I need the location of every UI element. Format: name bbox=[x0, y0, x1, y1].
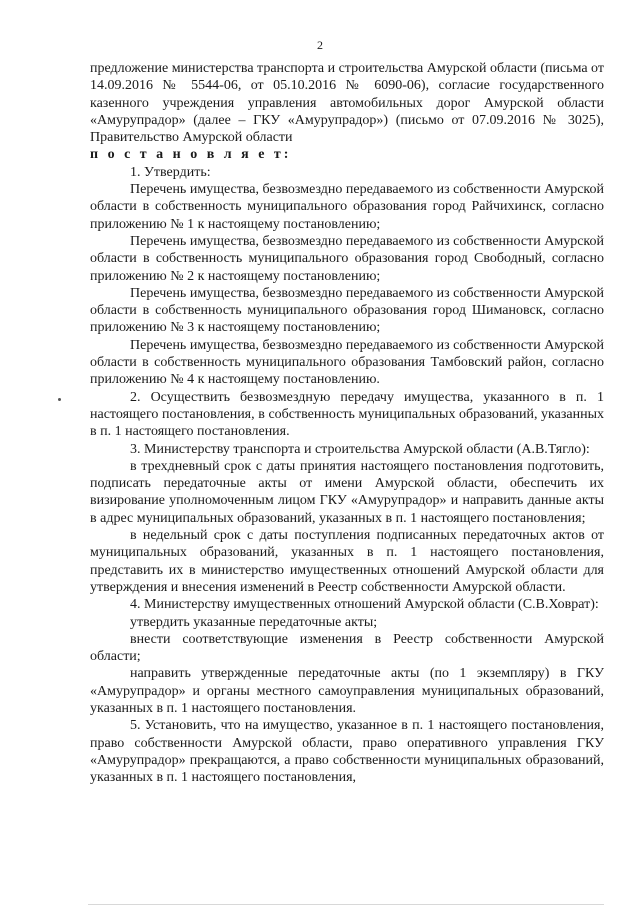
preamble-paragraph: предложение министерства транспорта и строительства Амурской области (письма от 14.09.2016 № 5544-06, от 05.10.2016 № 6090-06), согласие государственного казенного учреждения управления автомобильных дорог Амурской области «Амурупрадор» (далее – ГКУ «Амурупрадор») (письмо от 07.09.2016 № 3025), Правительство Амурской области bbox=[90, 61, 604, 146]
document-body bbox=[90, 60, 604, 786]
item-3-subpoint-2: в недельный срок с даты поступления подписанных передаточных актов от муниципальных образований, указанных в п. 1 настоящего постановления, представить их в министерство имущественных отношений Амурской области для утверждения и внесения изменений в Реестр собственности Амурской области. bbox=[90, 528, 604, 595]
item-4-paragraph: 4. Министерству имущественных отношений Амурской области (С.В.Ховрат): bbox=[130, 597, 599, 613]
list-raichikhinsk: Перечень имущества, безвозмездно передаваемого из собственности Амурской области в собственность муниципального образования город Райчихинск, согласно приложению № 1 к настоящему постановлению; bbox=[90, 182, 604, 232]
item-3-paragraph: 3. Министерству транспорта и строительства Амурской области (А.В.Тягло): bbox=[130, 441, 590, 457]
scan-speck bbox=[58, 398, 61, 401]
item-3-subpoint-1: в трехдневный срок с даты принятия настоящего постановления подготовить, подписать передаточные акты от имени Амурской области, обеспечить их визирование уполномоченным лицом ГКУ «Амурупрадор» и направить данные акты в адрес муниципальных образований, указанных в п. 1 настоящего постановления; bbox=[90, 458, 604, 526]
item-2-paragraph: 2. Осуществить безвозмездную передачу имущества, указанного в п. 1 настоящего постановления, в собственность муниципальных образований, указанных в п. 1 настоящего постановления. bbox=[90, 389, 604, 440]
item-4-subpoint-2: внести соответствующие изменения в Реестр собственности Амурской области; bbox=[90, 631, 604, 665]
list-tambovsky: Перечень имущества, безвозмездно передаваемого из собственности Амурской области в собственность муниципального образования Тамбовский район, согласно приложению № 4 к настоящему постановлению. bbox=[90, 337, 604, 388]
page-number: 2 bbox=[317, 38, 323, 52]
item-4-subpoint-3: направить утвержденные передаточные акты (по 1 экземпляру) в ГКУ «Амурупрадор» и органы местного самоуправления муниципальных образований, указанных в п. 1 настоящего постановления. bbox=[90, 666, 604, 716]
resolves-heading: п о с т а н о в л я е т: bbox=[90, 147, 292, 163]
item-5-paragraph: 5. Установить, что на имущество, указанное в п. 1 настоящего постановления, право собственности Амурской области, право оперативного управления ГКУ «Амурупрадор» прекращаются, а право собственности муниципальных образований, указанных в п. 1 настоящего постановления, bbox=[90, 718, 604, 786]
list-shimanovsk: Перечень имущества, безвозмездно передаваемого из собственности Амурской области в собственность муниципального образования город Шимановск, согласно приложению № 3 к настоящему постановлению; bbox=[90, 285, 604, 336]
item-4-subpoint-1: утвердить указанные передаточные акты; bbox=[130, 614, 378, 630]
item-1-heading: 1. Утвердить: bbox=[130, 164, 211, 180]
list-svobodny: Перечень имущества, безвозмездно передаваемого из собственности Амурской области в собственность муниципального образования город Свободный, согласно приложению № 2 к настоящему постановлению; bbox=[90, 233, 604, 284]
